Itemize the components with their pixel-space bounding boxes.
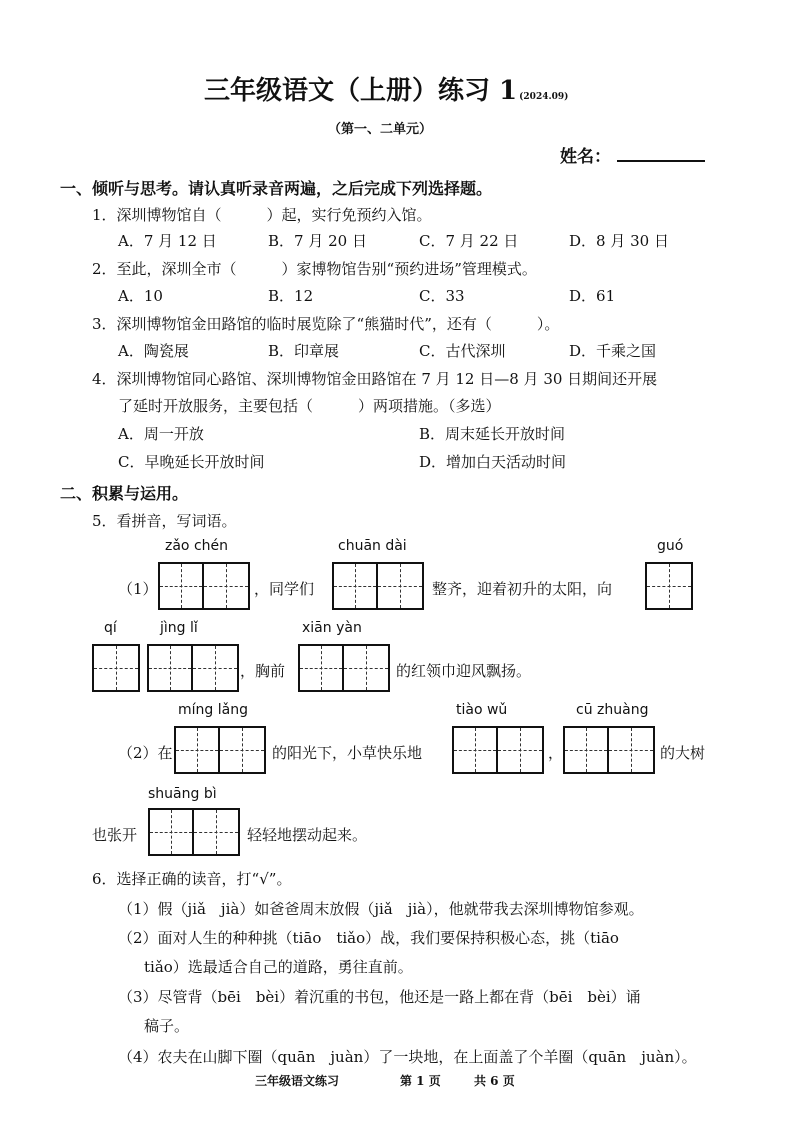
grid-cell[interactable]: [160, 564, 204, 608]
title-text: 三年级语文（上册）练习 1: [204, 76, 518, 106]
footer-page-number: 第 1 页: [400, 1074, 441, 1088]
q2-option-d[interactable]: D．61: [569, 287, 616, 305]
pinyin-tiaowu: tiào wǔ: [456, 702, 508, 718]
q2-option-b[interactable]: B．12: [268, 287, 314, 305]
grid-cell[interactable]: [647, 564, 691, 608]
footer-page-total: 共 6 页: [474, 1074, 515, 1088]
q6-item-1[interactable]: （1）假（jiǎ jià）如爸爸周末放假（jiǎ jià），他就带我去深圳博物馆参观。: [118, 900, 644, 918]
writing-grid-tiaowu[interactable]: [452, 726, 544, 774]
question-6: 6．选择正确的读音，打“√”。: [92, 870, 292, 888]
pinyin-shuangbi: shuāng bì: [148, 786, 217, 802]
q5-p2-text3: 的大树: [660, 744, 706, 762]
grid-cell[interactable]: [498, 728, 542, 772]
q4-option-d[interactable]: D．增加白天活动时间: [419, 453, 567, 471]
grid-cell[interactable]: [150, 810, 194, 854]
question-3: 3．深圳博物馆金田路馆的临时展览除了“熊猫时代”，还有（ ）。: [92, 315, 560, 333]
q6-item-4[interactable]: （4）农夫在山脚下圈（quān juàn）了一块地，在上面盖了个羊圈（quān juàn）。: [118, 1048, 697, 1066]
q5-p2-text5: 轻轻地摆动起来。: [247, 826, 368, 844]
q3-option-d[interactable]: D．千乘之国: [569, 342, 657, 360]
grid-cell[interactable]: [609, 728, 653, 772]
grid-cell[interactable]: [334, 564, 378, 608]
unit-subtitle: （第一、二单元）: [328, 122, 433, 137]
question-4-line2: 了延时开放服务，主要包括（ ）两项措施。（多选）: [118, 397, 501, 415]
q1-option-c[interactable]: C．7 月 22 日: [419, 232, 519, 250]
q6-item-2-line1[interactable]: （2）面对人生的种种挑（tiāo tiǎo）战，我们要保持积极心态，挑（tiāo: [118, 929, 619, 947]
grid-cell[interactable]: [204, 564, 248, 608]
page-title: [204, 70, 568, 107]
pinyin-zaochen: zǎo chén: [165, 538, 228, 554]
pinyin-minglang: míng lǎng: [178, 702, 248, 718]
q5-p1-text1: ，同学们: [254, 580, 315, 598]
grid-cell[interactable]: [193, 646, 237, 690]
writing-grid-jingli[interactable]: [147, 644, 239, 692]
pinyin-guo: guó: [657, 538, 684, 554]
q5-p1-text3: ，胸前: [240, 662, 286, 680]
q1-option-d[interactable]: D．8 月 30 日: [569, 232, 669, 250]
pinyin-cuzhuang: cū zhuàng: [576, 702, 649, 718]
q3-option-c[interactable]: C．古代深圳: [419, 342, 506, 360]
pinyin-jingli: jìng lǐ: [160, 620, 198, 636]
q6-item-3-line2[interactable]: 稿子。: [144, 1017, 190, 1035]
q5-p2-label: （2）在: [118, 744, 173, 762]
grid-cell[interactable]: [176, 728, 220, 772]
q5-p2-text4: 也张开: [92, 826, 138, 844]
pinyin-chuandai: chuān dài: [338, 538, 407, 554]
writing-grid-guo[interactable]: [645, 562, 693, 610]
pinyin-qi: qí: [104, 620, 117, 636]
grid-cell[interactable]: [194, 810, 238, 854]
name-label: 姓名：: [560, 147, 611, 167]
q1-option-b[interactable]: B．7 月 20 日: [268, 232, 367, 250]
question-2: 2．至此，深圳全市（ ）家博物馆告别“预约进场”管理模式。: [92, 260, 537, 278]
grid-cell[interactable]: [344, 646, 388, 690]
q3-option-a[interactable]: A．陶瓷展: [118, 342, 189, 360]
q1-option-a[interactable]: A．7 月 12 日: [118, 232, 217, 250]
grid-cell[interactable]: [454, 728, 498, 772]
section2-heading: 二、积累与运用。: [60, 484, 189, 503]
q5-p1-text2: 整齐，迎着初升的太阳，向: [432, 580, 613, 598]
grid-cell[interactable]: [220, 728, 264, 772]
question-5: 5．看拼音，写词语。: [92, 512, 237, 530]
writing-grid-qi[interactable]: [92, 644, 140, 692]
q2-option-a[interactable]: A．10: [118, 287, 163, 305]
writing-grid-xianyan[interactable]: [298, 644, 390, 692]
q5-p1-text4: 的红领巾迎风飘扬。: [396, 662, 532, 680]
q5-p2-text2: ，: [548, 744, 564, 762]
q3-option-b[interactable]: B．印章展: [268, 342, 340, 360]
writing-grid-chuandai[interactable]: [332, 562, 424, 610]
q4-option-c[interactable]: C．早晚延长开放时间: [118, 453, 265, 471]
name-blank[interactable]: [617, 144, 705, 162]
grid-cell[interactable]: [565, 728, 609, 772]
grid-cell[interactable]: [378, 564, 422, 608]
grid-cell[interactable]: [149, 646, 193, 690]
writing-grid-shuangbi[interactable]: [148, 808, 240, 856]
q6-item-3-line1[interactable]: （3）尽管背（bēi bèi）着沉重的书包，他还是一路上都在背（bēi bèi）诵: [118, 988, 641, 1006]
pinyin-xianyan: xiān yàn: [302, 620, 362, 636]
q4-option-a[interactable]: A．周一开放: [118, 425, 204, 443]
q6-item-2-line2[interactable]: tiǎo）选最适合自己的道路，勇往直前。: [144, 958, 413, 976]
q4-option-b[interactable]: B．周末延长开放时间: [419, 425, 566, 443]
writing-grid-zaochen[interactable]: [158, 562, 250, 610]
name-field[interactable]: [560, 142, 705, 167]
footer-title: 三年级语文练习: [255, 1074, 340, 1088]
q5-p2-text1: 的阳光下，小草快乐地: [272, 744, 423, 762]
q5-p1-label: （1）: [118, 580, 158, 598]
grid-cell[interactable]: [94, 646, 138, 690]
q2-option-c[interactable]: C．33: [419, 287, 465, 305]
question-1: 1．深圳博物馆自（ ）起，实行免预约入馆。: [92, 206, 432, 224]
grid-cell[interactable]: [300, 646, 344, 690]
section1-heading: 一、倾听与思考。请认真听录音两遍，之后完成下列选择题。: [60, 179, 493, 198]
writing-grid-minglang[interactable]: [174, 726, 266, 774]
question-4-line1: 4．深圳博物馆同心路馆、深圳博物馆金田路馆在 7 月 12 日—8 月 30 日期间还开展: [92, 370, 658, 388]
writing-grid-cuzhuang[interactable]: [563, 726, 655, 774]
date-label: (2024.09): [519, 92, 569, 102]
